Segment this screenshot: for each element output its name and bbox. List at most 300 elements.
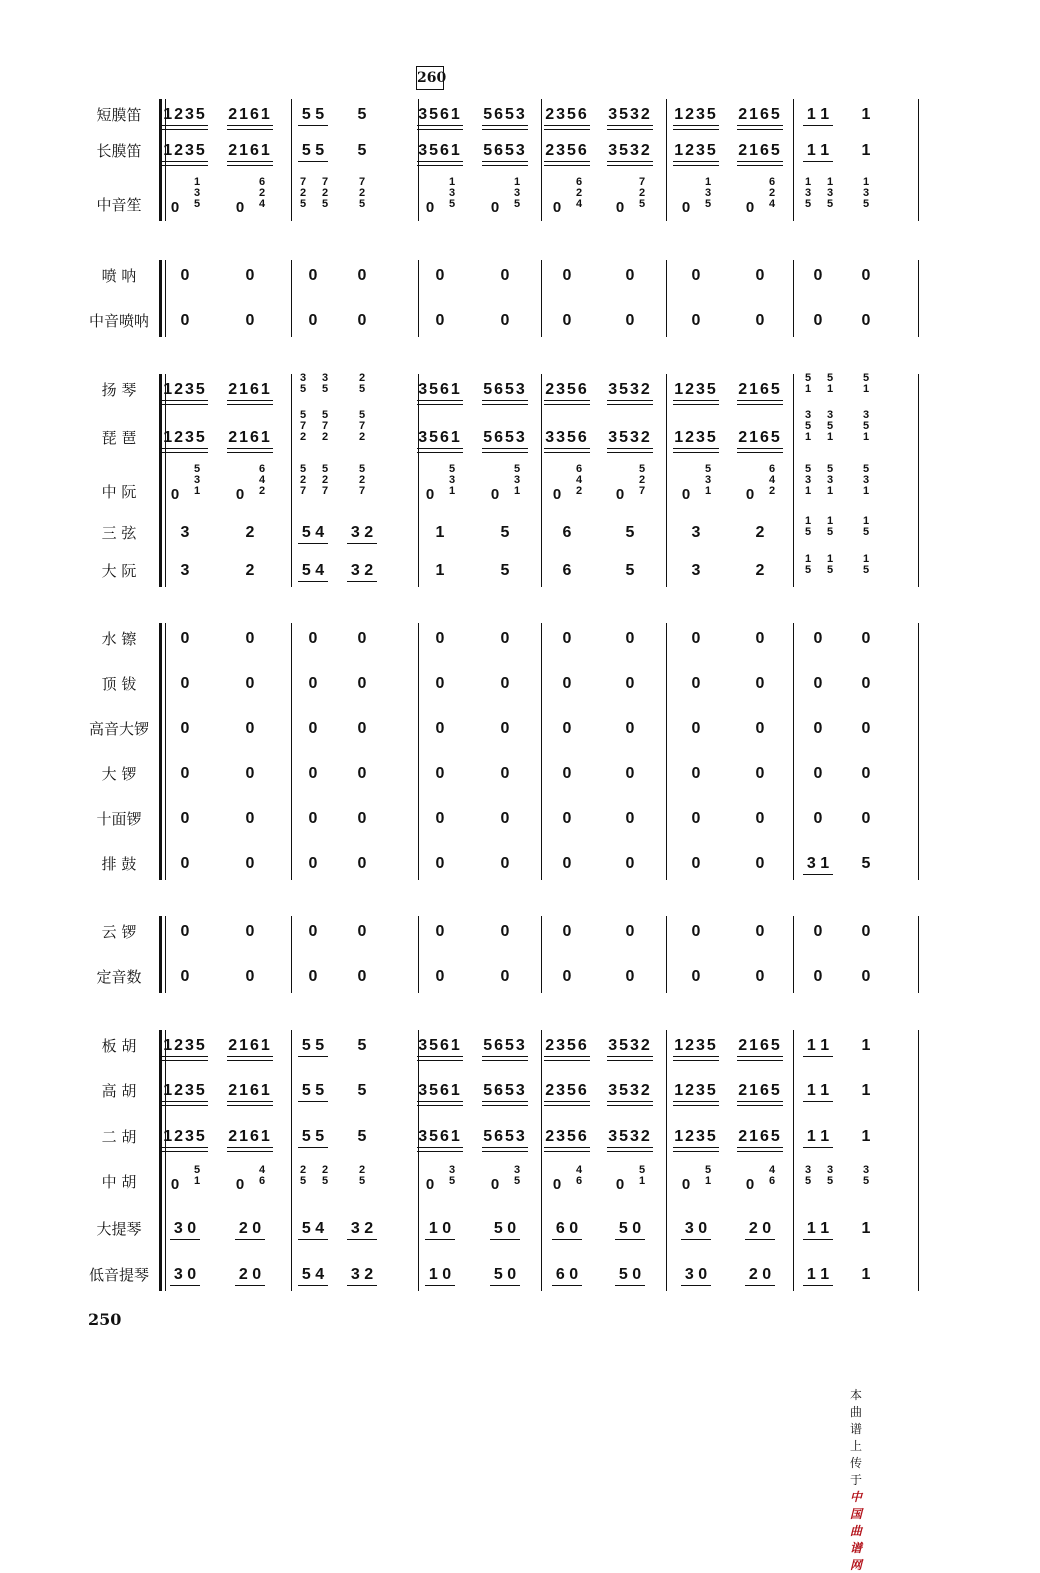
beam-line — [544, 1105, 590, 1106]
beam-line — [737, 1056, 783, 1057]
note-group: 6 — [562, 562, 572, 579]
beam-line — [298, 1056, 328, 1057]
chord-stack: 1 3 5 — [704, 176, 712, 210]
note-group: 0 — [180, 968, 190, 985]
note-group: 0 — [308, 968, 318, 985]
beam-line — [227, 1105, 273, 1106]
note-group: 0 — [625, 968, 635, 985]
note-group: 3 1 — [806, 855, 830, 872]
note-group: 6 0 — [555, 1220, 579, 1237]
chord-stack: 0 — [552, 1176, 562, 1193]
barline — [418, 374, 419, 587]
note-group: 0 — [500, 630, 510, 647]
chord-stack: 0 — [170, 486, 180, 503]
note-group: 1 — [435, 562, 445, 579]
beam-line — [227, 1151, 273, 1152]
barline — [291, 916, 292, 993]
beam-line — [681, 1239, 711, 1240]
note-group: 0 — [813, 968, 823, 985]
chord-stack: 3 5 1 — [862, 409, 870, 443]
beam-line — [673, 1105, 719, 1106]
beam-line — [425, 1285, 455, 1286]
beam-line — [162, 1056, 208, 1057]
beam-line — [607, 165, 653, 166]
note-group: 0 — [435, 765, 445, 782]
note-group: 5 — [357, 1082, 367, 1099]
chord-stack: 2 5 — [358, 372, 366, 395]
chord-stack: 3 5 — [299, 372, 307, 395]
note-group: 0 — [813, 267, 823, 284]
note-group: 5 0 — [493, 1266, 517, 1283]
chord-stack: 3 5 — [448, 1164, 456, 1187]
note-group: 5 — [357, 142, 367, 159]
beam-line — [162, 452, 208, 453]
note-group: 0 — [625, 810, 635, 827]
beam-line — [607, 129, 653, 130]
note-group: 0 — [245, 720, 255, 737]
barline — [418, 260, 419, 337]
note-group: 3 — [180, 562, 190, 579]
beam-line — [417, 1060, 463, 1061]
chord-stack: 5 2 7 — [358, 463, 366, 497]
note-group: 5 4 — [301, 562, 325, 579]
instrument-label: 顶 钹 — [101, 675, 137, 693]
note-group: 2 0 — [748, 1220, 772, 1237]
note-group: 3 2 — [350, 524, 374, 541]
chord-stack: 3 5 1 — [826, 409, 834, 443]
note-group: 0 — [357, 630, 367, 647]
note-group: 0 — [755, 630, 765, 647]
chord-stack: 5 1 — [862, 372, 870, 395]
group-bracket — [159, 99, 162, 221]
note-group: 1 — [861, 1266, 871, 1283]
group-bracket — [159, 916, 162, 993]
chord-stack: 2 5 — [299, 1164, 307, 1187]
barline — [918, 374, 919, 587]
note-group: 0 — [500, 720, 510, 737]
chord-stack: 5 7 2 — [321, 409, 329, 443]
chord-stack: 5 2 7 — [321, 463, 329, 497]
note-group: 0 — [625, 720, 635, 737]
note-group: 0 — [435, 312, 445, 329]
note-group: 0 — [357, 312, 367, 329]
chord-stack: 0 — [235, 199, 245, 216]
barline — [165, 916, 166, 993]
chord-stack: 0 — [552, 486, 562, 503]
note-group: 2161 — [228, 142, 272, 159]
note-group: 5 0 — [618, 1220, 642, 1237]
barline — [666, 1030, 667, 1291]
chord-stack: 5 7 2 — [299, 409, 307, 443]
note-group: 0 — [435, 923, 445, 940]
beam-line — [673, 400, 719, 401]
note-group: 0 — [861, 810, 871, 827]
barline — [541, 623, 542, 880]
note-group: 5 5 — [301, 106, 325, 123]
barline — [666, 916, 667, 993]
note-group: 5 — [625, 524, 635, 541]
note-group: 5653 — [483, 142, 527, 159]
instrument-label: 排 鼓 — [101, 855, 137, 873]
chord-stack: 4 6 — [575, 1164, 583, 1187]
beam-line — [227, 125, 273, 126]
note-group: 0 — [500, 968, 510, 985]
note-group: 2 0 — [238, 1266, 262, 1283]
chord-stack: 1 3 5 — [193, 176, 201, 210]
chord-stack: 0 — [615, 199, 625, 216]
note-group: 2 — [245, 524, 255, 541]
note-group: 0 — [562, 765, 572, 782]
barline — [793, 1030, 794, 1291]
chord-stack: 3 5 1 — [804, 409, 812, 443]
beam-line — [417, 165, 463, 166]
note-group: 5 0 — [493, 1220, 517, 1237]
note-group: 0 — [861, 968, 871, 985]
instrument-label: 大 阮 — [101, 562, 137, 580]
barline — [165, 1030, 166, 1291]
chord-stack: 1 3 5 — [513, 176, 521, 210]
note-group: 0 — [500, 923, 510, 940]
beam-line — [673, 1056, 719, 1057]
beam-line — [162, 161, 208, 162]
note-group: 3 — [691, 524, 701, 541]
beam-line — [162, 1151, 208, 1152]
beam-line — [544, 125, 590, 126]
chord-stack: 0 — [425, 486, 435, 503]
beam-line — [162, 404, 208, 405]
beam-line — [615, 1239, 645, 1240]
note-group: 2 — [245, 562, 255, 579]
barline — [666, 374, 667, 587]
note-group: 3 — [691, 562, 701, 579]
barline — [793, 99, 794, 221]
beam-line — [544, 165, 590, 166]
instrument-label: 定音数 — [96, 968, 142, 986]
beam-line — [227, 452, 273, 453]
barline — [541, 99, 542, 221]
beam-line — [482, 448, 528, 449]
note-group: 1 1 — [806, 1220, 830, 1237]
note-group: 0 — [357, 765, 367, 782]
note-group: 0 — [755, 923, 765, 940]
note-group: 1235 — [674, 106, 718, 123]
note-group: 0 — [562, 630, 572, 647]
chord-stack: 5 3 1 — [804, 463, 812, 497]
beam-line — [803, 161, 833, 162]
note-group: 3 — [180, 524, 190, 541]
beam-line — [298, 125, 328, 126]
barline — [291, 99, 292, 221]
note-group: 0 — [691, 968, 701, 985]
note-group: 1 — [861, 1037, 871, 1054]
chord-stack: 0 — [170, 1176, 180, 1193]
barline — [165, 260, 166, 337]
beam-line — [162, 1101, 208, 1102]
note-group: 2161 — [228, 381, 272, 398]
note-group: 0 — [755, 968, 765, 985]
instrument-label: 长膜笛 — [96, 142, 142, 160]
instrument-label: 水 镲 — [101, 630, 137, 648]
note-group: 0 — [755, 675, 765, 692]
beam-line — [347, 1239, 377, 1240]
note-group: 0 — [625, 923, 635, 940]
chord-stack: 1 3 5 — [804, 176, 812, 210]
note-group: 0 — [245, 968, 255, 985]
beam-line — [737, 1147, 783, 1148]
note-group: 0 — [625, 267, 635, 284]
note-group: 0 — [755, 810, 765, 827]
note-group: 1235 — [163, 429, 207, 446]
beam-line — [170, 1285, 200, 1286]
note-group: 2356 — [545, 1128, 589, 1145]
beam-line — [803, 1056, 833, 1057]
note-group: 0 — [435, 267, 445, 284]
note-group: 1 — [861, 1128, 871, 1145]
note-group: 5 4 — [301, 524, 325, 541]
note-group: 5 — [357, 1128, 367, 1145]
note-group: 1235 — [163, 1082, 207, 1099]
note-group: 0 — [691, 630, 701, 647]
instrument-label: 中 阮 — [101, 483, 137, 501]
barline — [291, 374, 292, 587]
note-group: 2 — [755, 524, 765, 541]
note-group: 0 — [813, 765, 823, 782]
note-group: 0 — [861, 923, 871, 940]
note-group: 5 4 — [301, 1220, 325, 1237]
beam-line — [544, 1060, 590, 1061]
chord-stack: 4 6 — [768, 1164, 776, 1187]
page-number: 250 — [88, 1310, 122, 1329]
note-group: 1235 — [163, 381, 207, 398]
note-group: 2 0 — [238, 1220, 262, 1237]
note-group: 0 — [180, 765, 190, 782]
chord-stack: 5 3 1 — [862, 463, 870, 497]
beam-line — [803, 1239, 833, 1240]
note-group: 0 — [500, 810, 510, 827]
beam-line — [162, 1105, 208, 1106]
note-group: 5 — [500, 524, 510, 541]
beam-line — [482, 129, 528, 130]
note-group: 0 — [180, 923, 190, 940]
note-group: 1 1 — [806, 1266, 830, 1283]
note-group: 2165 — [738, 381, 782, 398]
beam-line — [347, 581, 377, 582]
note-group: 0 — [562, 267, 572, 284]
barline — [541, 916, 542, 993]
note-group: 2356 — [545, 1037, 589, 1054]
chord-stack: 0 — [170, 199, 180, 216]
note-group: 0 — [691, 765, 701, 782]
note-group: 0 — [562, 855, 572, 872]
note-group: 3561 — [418, 381, 462, 398]
beam-line — [162, 400, 208, 401]
chord-stack: 0 — [490, 1176, 500, 1193]
note-group: 0 — [861, 720, 871, 737]
beam-line — [544, 161, 590, 162]
beam-line — [607, 404, 653, 405]
beam-line — [417, 1147, 463, 1148]
beam-line — [544, 1101, 590, 1102]
note-group: 0 — [691, 267, 701, 284]
instrument-label: 中 胡 — [101, 1173, 137, 1191]
note-group: 0 — [562, 923, 572, 940]
chord-stack: 3 5 — [862, 1164, 870, 1187]
beam-line — [544, 404, 590, 405]
chord-stack: 6 4 2 — [258, 463, 266, 497]
note-group: 0 — [357, 267, 367, 284]
beam-line — [417, 161, 463, 162]
beam-line — [803, 1285, 833, 1286]
note-group: 0 — [562, 312, 572, 329]
note-group: 2165 — [738, 142, 782, 159]
beam-line — [490, 1239, 520, 1240]
note-group: 0 — [308, 720, 318, 737]
instrument-label: 低音提琴 — [88, 1266, 149, 1284]
note-group: 2165 — [738, 1128, 782, 1145]
note-group: 0 — [245, 765, 255, 782]
note-group: 3 2 — [350, 1220, 374, 1237]
note-group: 0 — [625, 675, 635, 692]
chord-stack: 0 — [615, 1176, 625, 1193]
barline — [793, 374, 794, 587]
note-group: 0 — [625, 312, 635, 329]
beam-line — [417, 404, 463, 405]
note-group: 5 — [861, 855, 871, 872]
beam-line — [673, 165, 719, 166]
chord-stack: 0 — [745, 486, 755, 503]
beam-line — [162, 1147, 208, 1148]
note-group: 0 — [625, 765, 635, 782]
instrument-label: 高 胡 — [101, 1082, 137, 1100]
chord-stack: 5 1 — [804, 372, 812, 395]
note-group: 1235 — [674, 381, 718, 398]
note-group: 1 1 — [806, 1128, 830, 1145]
chord-stack: 1 5 — [826, 553, 834, 576]
chord-stack: 1 5 — [862, 515, 870, 538]
beam-line — [417, 129, 463, 130]
instrument-label: 大 锣 — [101, 765, 137, 783]
beam-line — [162, 1060, 208, 1061]
chord-stack: 1 5 — [862, 553, 870, 576]
beam-line — [162, 129, 208, 130]
note-group: 1 0 — [428, 1266, 452, 1283]
beam-line — [745, 1285, 775, 1286]
beam-line — [417, 1105, 463, 1106]
note-group: 2356 — [545, 381, 589, 398]
note-group: 0 — [435, 720, 445, 737]
beam-line — [162, 448, 208, 449]
barline — [541, 1030, 542, 1291]
instrument-label: 中音笙 — [96, 196, 142, 214]
note-group: 0 — [861, 765, 871, 782]
beam-line — [227, 1056, 273, 1057]
note-group: 1 — [861, 1220, 871, 1237]
group-bracket — [159, 623, 162, 880]
note-group: 0 — [813, 810, 823, 827]
note-group: 5 — [500, 562, 510, 579]
chord-stack: 3 5 — [826, 1164, 834, 1187]
note-group: 1235 — [163, 106, 207, 123]
chord-stack: 2 5 — [321, 1164, 329, 1187]
note-group: 0 — [755, 765, 765, 782]
note-group: 0 — [245, 630, 255, 647]
beam-line — [607, 1151, 653, 1152]
chord-stack: 7 2 5 — [299, 176, 307, 210]
chord-stack: 6 4 2 — [768, 463, 776, 497]
note-group: 1235 — [674, 142, 718, 159]
chord-stack: 5 3 1 — [448, 463, 456, 497]
beam-line — [417, 1101, 463, 1102]
beam-line — [803, 1147, 833, 1148]
chord-stack: 5 3 1 — [193, 463, 201, 497]
beam-line — [298, 1147, 328, 1148]
beam-line — [298, 581, 328, 582]
beam-line — [425, 1239, 455, 1240]
beam-line — [544, 1147, 590, 1148]
barline — [165, 623, 166, 880]
instrument-label: 高音大锣 — [88, 720, 149, 738]
barline — [291, 260, 292, 337]
note-group: 0 — [308, 675, 318, 692]
note-group: 2161 — [228, 1082, 272, 1099]
note-group: 2165 — [738, 106, 782, 123]
beam-line — [298, 1101, 328, 1102]
note-group: 0 — [308, 630, 318, 647]
beam-line — [552, 1285, 582, 1286]
beam-line — [552, 1239, 582, 1240]
beam-line — [737, 1105, 783, 1106]
note-group: 3 2 — [350, 1266, 374, 1283]
note-group: 0 — [180, 855, 190, 872]
group-bracket — [159, 1030, 162, 1291]
beam-line — [298, 1239, 328, 1240]
chord-stack: 0 — [490, 486, 500, 503]
chord-stack: 5 7 2 — [358, 409, 366, 443]
note-group: 0 — [691, 810, 701, 827]
beam-line — [607, 1105, 653, 1106]
note-group: 0 — [691, 720, 701, 737]
note-group: 0 — [755, 855, 765, 872]
note-group: 0 — [562, 720, 572, 737]
chord-stack: 0 — [745, 1176, 755, 1193]
note-group: 0 — [435, 630, 445, 647]
beam-line — [607, 452, 653, 453]
note-group: 3 2 — [350, 562, 374, 579]
beam-line — [673, 448, 719, 449]
chord-stack: 0 — [425, 1176, 435, 1193]
instrument-label: 喷 呐 — [101, 267, 137, 285]
note-group: 0 — [245, 675, 255, 692]
beam-line — [544, 129, 590, 130]
chord-stack: 5 2 7 — [638, 463, 646, 497]
barline — [165, 374, 166, 587]
beam-line — [607, 448, 653, 449]
note-group: 5 5 — [301, 1082, 325, 1099]
chord-stack: 6 2 4 — [575, 176, 583, 210]
barline — [541, 374, 542, 587]
note-group: 3532 — [608, 1037, 652, 1054]
chord-stack: 6 2 4 — [768, 176, 776, 210]
note-group: 2161 — [228, 1037, 272, 1054]
note-group: 5 5 — [301, 1037, 325, 1054]
chord-stack: 5 2 7 — [299, 463, 307, 497]
beam-line — [673, 404, 719, 405]
barline — [918, 99, 919, 221]
beam-line — [490, 1285, 520, 1286]
chord-stack: 1 5 — [826, 515, 834, 538]
instrument-label: 中音喷呐 — [88, 312, 149, 330]
chord-stack: 3 5 — [321, 372, 329, 395]
